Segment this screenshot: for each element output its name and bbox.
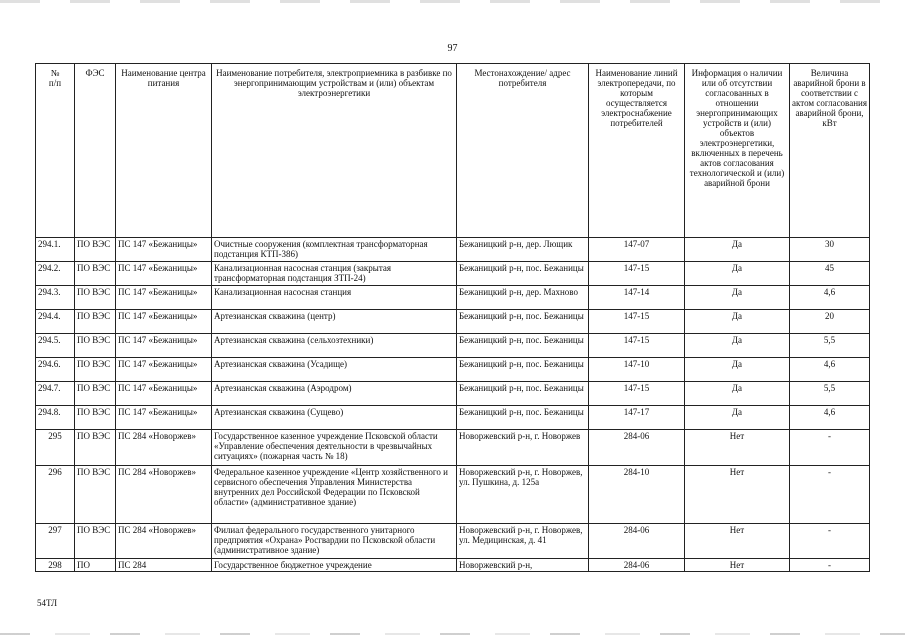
cell-address: Бежаницкий р-н, пос. Бежаницы xyxy=(457,382,589,406)
cell-value: 4,6 xyxy=(790,286,870,310)
col-header-fes: ФЭС xyxy=(75,64,116,238)
cell-address: Новоржевский р-н, г. Новоржев xyxy=(457,430,589,466)
cell-line: 284-06 xyxy=(589,559,685,572)
cell-num: 294.5. xyxy=(36,334,75,358)
cell-num: 296 xyxy=(36,466,75,524)
table-row xyxy=(36,430,870,466)
cell-info: Да xyxy=(685,310,790,334)
cell-info: Да xyxy=(685,286,790,310)
cell-line: 284-06 xyxy=(589,524,685,559)
cell-fes: ПО ВЭС xyxy=(75,310,116,334)
cell-center: ПС 284 «Новоржев» xyxy=(116,466,212,524)
table-row xyxy=(36,286,870,310)
cell-info: Да xyxy=(685,334,790,358)
cell-info: Да xyxy=(685,238,790,262)
cell-center: ПС 147 «Бежаницы» xyxy=(116,406,212,430)
header-row xyxy=(36,64,870,238)
col-header-consumer: Наименование потребителя, электроприемника в разбивке по энергопринимающим устройствам и (или) объектам электроэнергетики xyxy=(212,64,457,238)
cell-num: 294.1. xyxy=(36,238,75,262)
cell-center: ПС 147 «Бежаницы» xyxy=(116,358,212,382)
cell-num: 294.2. xyxy=(36,262,75,286)
cell-address: Бежаницкий р-н, пос. Бежаницы xyxy=(457,406,589,430)
cell-address: Новоржевский р-н, xyxy=(457,559,589,572)
cell-num: 294.3. xyxy=(36,286,75,310)
cell-info: Нет xyxy=(685,466,790,524)
cell-value: 20 xyxy=(790,310,870,334)
cell-consumer: Канализационная насосная станция (закрытая трансформаторная подстанция ЗТП-24) xyxy=(212,262,457,286)
cell-line: 147-10 xyxy=(589,358,685,382)
cell-num: 294.8. xyxy=(36,406,75,430)
col-header-num: № п/п xyxy=(36,64,75,238)
cell-line: 147-17 xyxy=(589,406,685,430)
cell-value: - xyxy=(790,466,870,524)
cell-fes: ПО ВЭС xyxy=(75,334,116,358)
footer-code: 54ТЛ xyxy=(37,598,58,608)
cell-consumer: Канализационная насосная станция xyxy=(212,286,457,310)
cell-value: 5,5 xyxy=(790,382,870,406)
cell-value: 4,6 xyxy=(790,358,870,382)
cell-center: ПС 284 «Новоржев» xyxy=(116,524,212,559)
cell-info: Да xyxy=(685,262,790,286)
cell-line: 284-06 xyxy=(589,430,685,466)
cell-center: ПС 147 «Бежаницы» xyxy=(116,334,212,358)
cell-consumer: Артезианская скважина (Аэродром) xyxy=(212,382,457,406)
cell-num: 295 xyxy=(36,430,75,466)
table-row xyxy=(36,238,870,262)
cell-address: Бежаницкий р-н, пос. Бежаницы xyxy=(457,310,589,334)
cell-center: ПС 147 «Бежаницы» xyxy=(116,310,212,334)
cell-line: 147-15 xyxy=(589,310,685,334)
cell-center: ПС 147 «Бежаницы» xyxy=(116,286,212,310)
cell-consumer: Артезианская скважина (центр) xyxy=(212,310,457,334)
cell-address: Новоржевский р-н, г. Новоржев, ул. Медицинская, д. 41 xyxy=(457,524,589,559)
cell-num: 294.7. xyxy=(36,382,75,406)
cell-address: Бежаницкий р-н, дер. Махново xyxy=(457,286,589,310)
cell-value: 45 xyxy=(790,262,870,286)
cell-consumer: Филиал федерального государственного унитарного предприятия «Охрана» Росгвардии по Псковской области (административное здание) xyxy=(212,524,457,559)
cell-address: Новоржевский р-н, г. Новоржев, ул. Пушкина, д. 125а xyxy=(457,466,589,524)
cell-consumer: Артезианская скважина (Усадище) xyxy=(212,358,457,382)
cell-consumer: Артезианская скважина (сельхозтехники) xyxy=(212,334,457,358)
cell-fes: ПО ВЭС xyxy=(75,466,116,524)
cell-address: Бежаницкий р-н, пос. Бежаницы xyxy=(457,334,589,358)
cell-num: 297 xyxy=(36,524,75,559)
cell-value: 5,5 xyxy=(790,334,870,358)
cell-address: Бежаницкий р-н, пос. Бежаницы xyxy=(457,262,589,286)
table-row xyxy=(36,466,870,524)
cell-value: - xyxy=(790,559,870,572)
cell-value: 30 xyxy=(790,238,870,262)
cell-line: 147-15 xyxy=(589,334,685,358)
cell-consumer: Очистные сооружения (комплектная трансформаторная подстанция КТП-386) xyxy=(212,238,457,262)
col-header-line: Наименование линий электропередачи, по которым осуществляется электроснабжение потребителей xyxy=(589,64,685,238)
cell-fes: ПО ВЭС xyxy=(75,382,116,406)
cell-address: Бежаницкий р-н, пос. Бежаницы xyxy=(457,358,589,382)
table-row xyxy=(36,310,870,334)
cell-fes: ПО ВЭС xyxy=(75,406,116,430)
page-number: 97 xyxy=(447,43,458,54)
cell-info: Нет xyxy=(685,524,790,559)
cell-info: Нет xyxy=(685,559,790,572)
cell-num: 294.6. xyxy=(36,358,75,382)
scan-edge-bottom xyxy=(0,633,905,635)
cell-consumer: Государственное казенное учреждение Псковской области «Управление обеспечения деятельности в чрезвычайных ситуациях» (пожарная часть № 18) xyxy=(212,430,457,466)
cell-address: Бежаницкий р-н, дер. Лющик xyxy=(457,238,589,262)
cell-fes: ПО ВЭС xyxy=(75,430,116,466)
cell-line: 147-15 xyxy=(589,262,685,286)
table-row xyxy=(36,406,870,430)
table-row xyxy=(36,358,870,382)
table-row xyxy=(36,334,870,358)
cell-center: ПС 284 «Новоржев» xyxy=(116,430,212,466)
table-row xyxy=(36,524,870,559)
col-header-address: Местонахождение/ адрес потребителя xyxy=(457,64,589,238)
cell-consumer: Государственное бюджетное учреждение xyxy=(212,559,457,572)
cell-line: 147-07 xyxy=(589,238,685,262)
cell-fes: ПО xyxy=(75,559,116,572)
scan-edge-top xyxy=(0,0,905,3)
table-row xyxy=(36,559,870,572)
cell-info: Да xyxy=(685,382,790,406)
cell-line: 147-14 xyxy=(589,286,685,310)
cell-line: 147-15 xyxy=(589,382,685,406)
cell-value: 4,6 xyxy=(790,406,870,430)
cell-center: ПС 284 xyxy=(116,559,212,572)
table-row xyxy=(36,262,870,286)
cell-info: Нет xyxy=(685,430,790,466)
col-header-value: Величина аварийной брони в соответствии с актом согласования аварийной брони, кВт xyxy=(790,64,870,238)
cell-info: Да xyxy=(685,406,790,430)
col-header-center: Наименование центра питания xyxy=(116,64,212,238)
cell-value: - xyxy=(790,524,870,559)
cell-consumer: Артезианская скважина (Сущево) xyxy=(212,406,457,430)
cell-info: Да xyxy=(685,358,790,382)
cell-fes: ПО ВЭС xyxy=(75,238,116,262)
consumer-table xyxy=(35,63,870,572)
cell-value: - xyxy=(790,430,870,466)
table-row xyxy=(36,382,870,406)
cell-line: 284-10 xyxy=(589,466,685,524)
cell-fes: ПО ВЭС xyxy=(75,358,116,382)
cell-center: ПС 147 «Бежаницы» xyxy=(116,262,212,286)
cell-center: ПС 147 «Бежаницы» xyxy=(116,238,212,262)
cell-fes: ПО ВЭС xyxy=(75,262,116,286)
cell-fes: ПО ВЭС xyxy=(75,524,116,559)
cell-num: 294.4. xyxy=(36,310,75,334)
cell-num: 298 xyxy=(36,559,75,572)
cell-fes: ПО ВЭС xyxy=(75,286,116,310)
col-header-info: Информация о наличии или об отсутствии согласованных в отношении энергопринимающих устройств и (или) объектов электроэнергетики, включенных в перечень актов согласования технологической и (или) аварийной брони xyxy=(685,64,790,238)
cell-consumer: Федеральное казенное учреждение «Центр хозяйственного и сервисного обеспечения Управления Министерства внутренних дел Российской Федерации по Псковской области» (административное здание) xyxy=(212,466,457,524)
cell-center: ПС 147 «Бежаницы» xyxy=(116,382,212,406)
